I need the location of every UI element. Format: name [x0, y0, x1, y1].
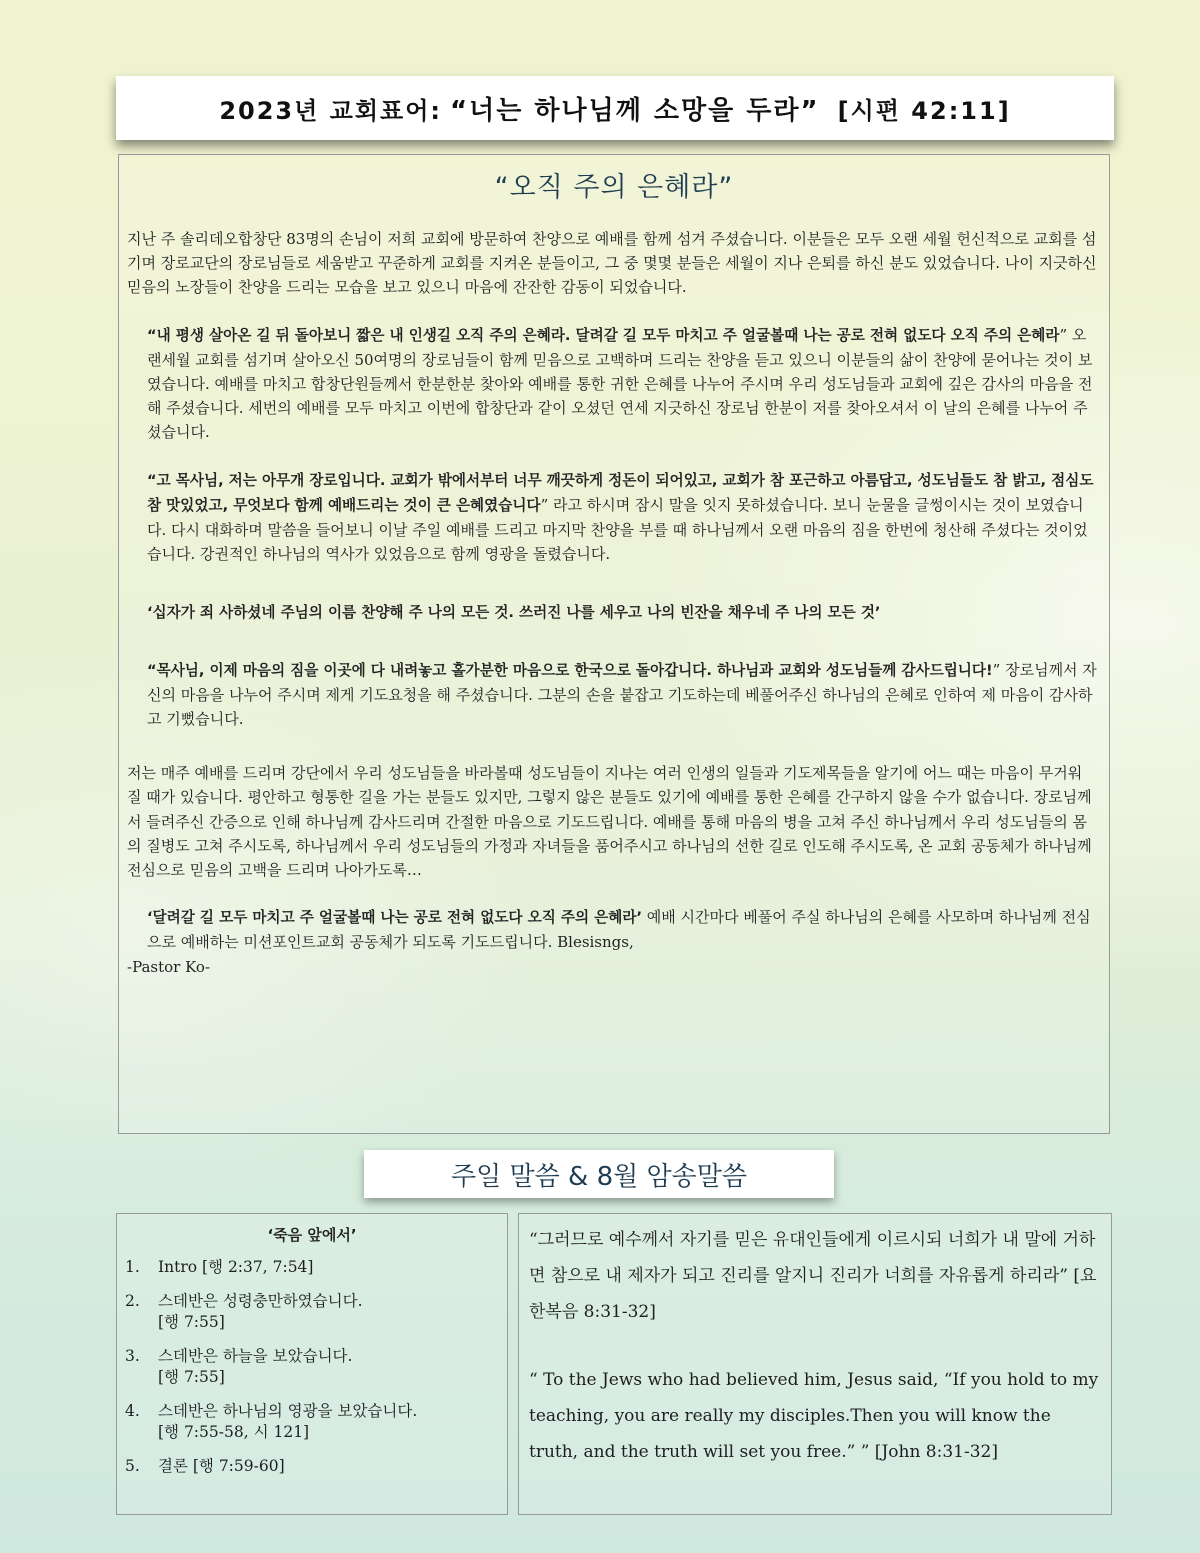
memory-verse	[518, 1213, 1112, 1515]
pastor-letter	[118, 154, 1110, 1134]
memory-verse-english: “ To the Jews who had believed him, Jesus said, “If you hold to my teaching, you are really my disciples.Then you will know the truth, and the truth will set you free.” ” [John 8:31-32]	[529, 1370, 1099, 1462]
sermon-title: ‘죽음 앞에서’	[267, 1226, 357, 1244]
sermon-point: 1. Intro [행 2:37, 7:54]	[125, 1258, 314, 1276]
sermon-point: 2. 스데반은 성령충만하였습니다. [행 7:55]	[125, 1292, 363, 1331]
letter-paragraph-4	[127, 600, 1099, 625]
sermon-point: 3. 스데반은 하늘을 보았습니다. [행 7:55]	[125, 1347, 353, 1386]
letter-title: “오직 주의 은혜라”	[494, 172, 734, 203]
sermon-points	[117, 1257, 507, 1477]
letter-paragraph-1: 지난 주 솔리데오합창단 83명의 손님이 저희 교회에 방문하여 찬양으로 예배를 함께 섬겨 주셨습니다. 이분들은 모두 오랜 세월 헌신적으로 교회를 섬기며 장로교단의 장로님들로 세움받고 꾸준하게 교회를 지켜온 분들이고, 그 중 몇몇 분들은 세월이 지나 은퇴를 하신 분도 있었습니다. 나이 지긋하신 믿음의 노장들이 찬양을 드리는 모습을 보고 있으니 마음에 잔잔한 감동이 되었습니다.	[127, 230, 1097, 297]
motto-quote: “너는 하나님께 소망을 두라”	[450, 95, 820, 126]
elder-quote-2: “목사님, 이제 마음의 짐을 이곳에 다 내려놓고 홀가분한 마음으로 한국으로 돌아갑니다. 하나님과 교회와 성도님들께 감사드립니다!	[147, 661, 993, 679]
letter-paragraph-2: “내 평생 살아온 길 뒤 돌아보니 짧은 내 인생길 오직 주의 은혜라. 달려갈 길 모두 마치고 주 얼굴볼때 나는 공로 전혀 없도다 오직 주의 은혜라” 오랜세월 교회를 섬기며 살아오신 50여명의 장로님들이 함께 믿음으로 고백하며 드리는 찬양을 듣고 있으니 이분들의 삶이 찬양에 묻어나는 것이 보였습니다. 예배를 마치고 합창단원들께서 한분한분 찾아와 예배를 통한 귀한 은혜를 나누어 주시며 우리 성도님들과 교회에 깊은 감사의 마음을 전해 주셨습니다. 세번의 예배를 모두 마치고 이번에 합창단과 같이 오셨던 연세 지긋하신 장로님 한분이 저를 찾아오셔서 이 날의 은혜를 나누어 주셨습니다.	[147, 325, 1093, 442]
letter-paragraph-5: “목사님, 이제 마음의 짐을 이곳에 다 내려놓고 홀가분한 마음으로 한국으로 돌아갑니다. 하나님과 교회와 성도님들께 감사드립니다!” 장로님께서 자신의 마음을 나누어 주시며 제게 기도요청을 해 주셨습니다. 그분의 손을 붙잡고 기도하는데 베풀어주신 하나님의 은혜로 인하여 제 마음이 감사하고 기뻤습니다.	[147, 660, 1097, 729]
hymn-quote-3: ‘달려갈 길 모두 마치고 주 얼굴볼때 나는 공로 전혀 없도다 오직 주의 은혜라’	[147, 909, 642, 927]
letter-paragraph-7: ‘달려갈 길 모두 마치고 주 얼굴볼때 나는 공로 전혀 없도다 오직 주의 은혜라’ 예배 시간마다 베풀어 주실 하나님의 은혜를 사모하며 하나님께 전심으로 예배하는 미션포인트교회 공동체가 되도록 기도드립니다. Blesisngs,	[147, 908, 1091, 952]
church-motto-banner	[116, 76, 1114, 140]
hymn-quote-2: ‘십자가 죄 사하셨네 주님의 이름 찬양해 주 나의 모든 것. 쓰러진 나를 세우고 나의 빈잔을 채우네 주 나의 모든 것’	[147, 604, 881, 622]
letter-body	[127, 227, 1099, 979]
sermon-point: 4. 스데반은 하나님의 영광을 보았습니다. [행 7:55-58, 시 121]	[125, 1402, 418, 1441]
letter-paragraph-6: 저는 매주 예배를 드리며 강단에서 우리 성도님들을 바라볼때 성도님들이 지나는 여러 인생의 일들과 기도제목들을 알기에 어느 때는 마음이 무거워 질 때가 있습니다. 평안하고 형통한 길을 가는 분들도 있지만, 그렇지 않은 분들도 있기에 예배를 통한 은혜를 간구하지 않을 수가 없습니다. 장로님께서 들려주신 간증으로 인해 하나님께 감사드리며 간절한 마음으로 기도드립니다. 예배를 통해 마음의 병을 고쳐 주신 하나님께서 우리 성도님들의 몸의 질병도 고쳐 주시도록, 하나님께서 우리 성도님들의 가정과 자녀들을 품어주시고 하나님의 선한 길로 인도해 주시도록, 온 교회 공동체가 하나님께 전심으로 믿음의 고백을 드리며 나아가도록…	[127, 764, 1092, 880]
letter-signature: -Pastor Ko-	[127, 957, 211, 976]
memory-verse-korean: “그러므로 예수께서 자기를 믿은 유대인들에게 이르시되 너희가 내 말에 거하면 참으로 내 제자가 되고 진리를 알지니 진리가 너희를 자유롭게 하리라” [요한복음 8:31-32]	[529, 1230, 1097, 1322]
sermon-point: 5. 결론 [행 7:59-60]	[125, 1457, 285, 1475]
motto-prefix: 2023년 교회표어:	[219, 96, 442, 125]
hymn-quote-1: “내 평생 살아온 길 뒤 돌아보니 짧은 내 인생길 오직 주의 은혜라. 달려갈 길 모두 마치고 주 얼굴볼때 나는 공로 전혀 없도다 오직 주의 은혜라	[147, 326, 1060, 344]
section-title-banner: 주일 말씀 & 8월 암송말씀	[364, 1150, 834, 1198]
letter-paragraph-3: “고 목사님, 저는 아무개 장로입니다. 교회가 밖에서부터 너무 깨끗하게 정돈이 되어있고, 교회가 참 포근하고 아름답고, 성도님들도 참 밝고, 점심도 참 맛있었고, 무엇보다 함께 예배드리는 것이 큰 은혜였습니다” 라고 하시며 잠시 말을 잇지 못하셨습니다. 보니 눈물을 글썽이시는 것이 보였습니다. 다시 대화하며 말씀을 들어보니 이날 주일 예배를 드리고 마지막 찬양을 부를 때 하나님께서 오랜 마음의 짐을 한번에 청산해 주셨다는 것이었습니다. 강권적인 하나님의 역사가 있었음으로 함께 영광을 돌렸습니다.	[147, 471, 1094, 564]
sermon-outline	[116, 1213, 508, 1515]
elder-quote-1: “고 목사님, 저는 아무개 장로입니다. 교회가 밖에서부터 너무 깨끗하게 정돈이 되어있고, 교회가 참 포근하고 아름답고, 성도님들도 참 밝고, 점심도 참 맛있었고, 무엇보다 함께 예배드리는 것이 큰 은혜였습니다	[147, 471, 1094, 514]
motto-reference: [시편 42:11]	[837, 96, 1011, 125]
